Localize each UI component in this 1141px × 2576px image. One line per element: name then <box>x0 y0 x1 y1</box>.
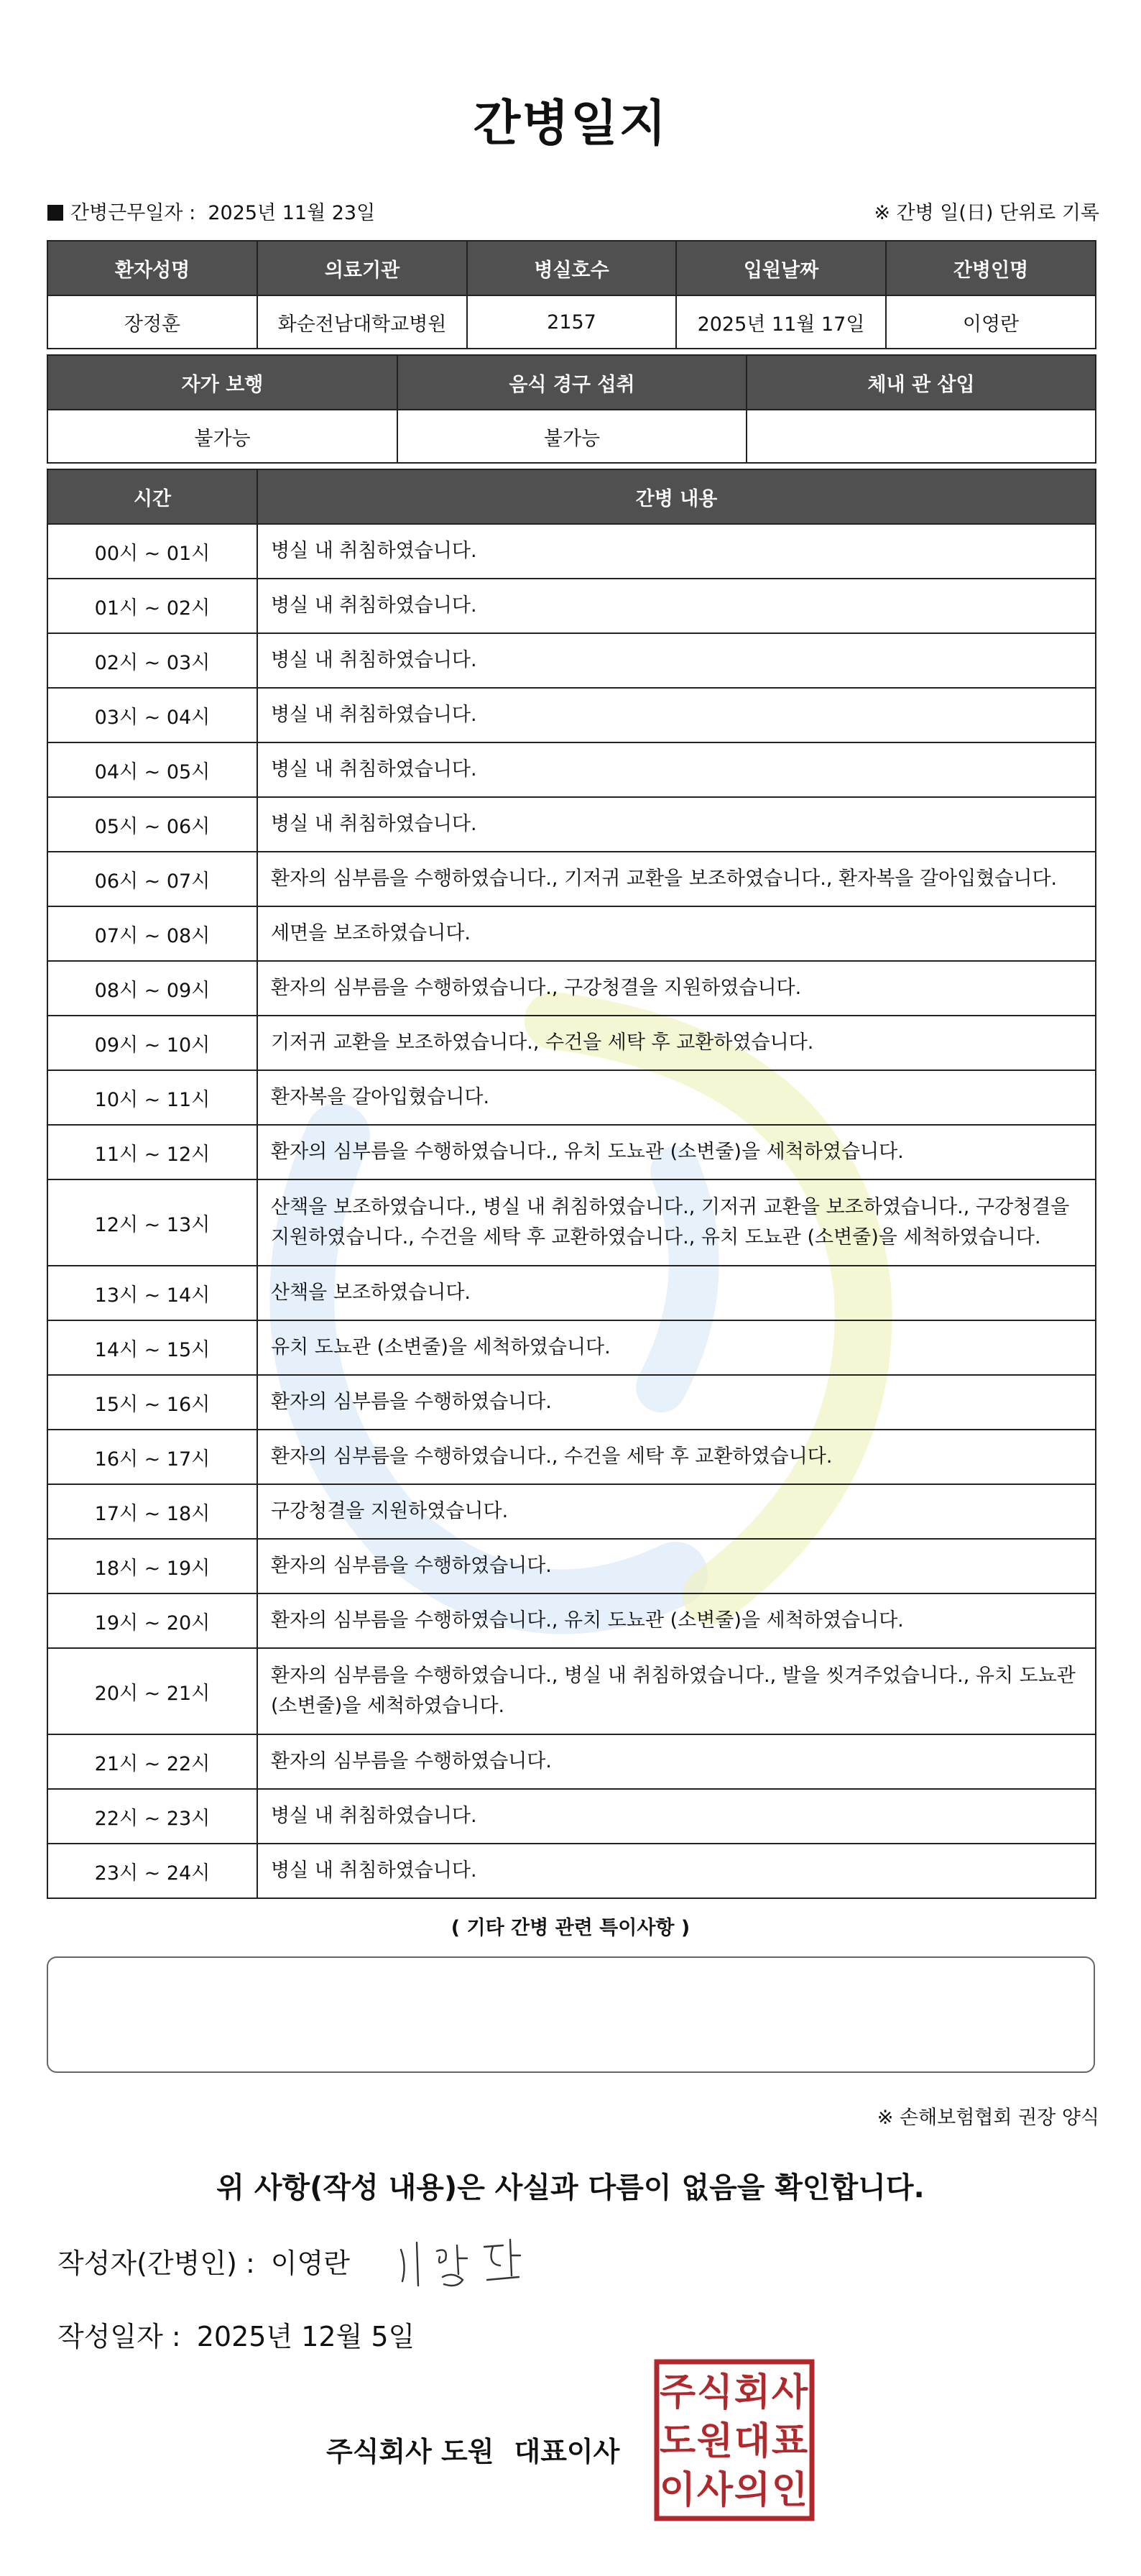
log-time: 14시 ~ 15시 <box>47 1320 257 1375</box>
patient-info-table <box>47 240 1096 349</box>
black-square-icon <box>47 205 63 221</box>
log-row <box>47 1125 1096 1179</box>
log-time: 00시 ~ 01시 <box>47 524 257 579</box>
log-content: 병실 내 취침하였습니다. <box>257 633 1096 688</box>
header-tube-insertion: 체내 관 삽입 <box>747 355 1096 410</box>
log-time: 01시 ~ 02시 <box>47 579 257 633</box>
log-content: 환자의 심부름을 수행하였습니다. <box>257 1734 1096 1789</box>
unit-note: ※ 간병 일(日) 단위로 기록 <box>874 202 1099 224</box>
log-row <box>47 579 1096 633</box>
log-content: 병실 내 취침하였습니다. <box>257 1789 1096 1844</box>
self-walking-value: 불가능 <box>47 410 397 463</box>
company-seal-stamp <box>654 2359 815 2521</box>
log-row <box>47 1484 1096 1539</box>
svg-text:도: 도 <box>659 2420 696 2463</box>
svg-text:인: 인 <box>771 2469 808 2512</box>
log-row <box>47 1844 1096 1898</box>
author-line <box>57 2241 350 2281</box>
log-row <box>47 1266 1096 1320</box>
log-time: 11시 ~ 12시 <box>47 1125 257 1179</box>
hospital-name: 화순전남대학교병원 <box>257 295 467 349</box>
log-content: 구강청결을 지원하였습니다. <box>257 1484 1096 1539</box>
log-time: 12시 ~ 13시 <box>47 1179 257 1266</box>
log-time: 04시 ~ 05시 <box>47 742 257 797</box>
log-content: 환자복을 갈아입혔습니다. <box>257 1070 1096 1125</box>
log-content: 환자의 심부름을 수행하였습니다., 기저귀 교환을 보조하였습니다., 환자복을 갈아입혔습니다. <box>257 852 1096 906</box>
log-row <box>47 1320 1096 1375</box>
patient-name: 장정훈 <box>47 295 257 349</box>
work-date-label: 간병근무일자 : <box>70 202 196 224</box>
log-content: 산책을 보조하였습니다., 병실 내 취침하였습니다., 기저귀 교환을 보조하였습니다., 구강청결을 지원하였습니다., 수건을 세탁 후 교환하였습니다., 유치 도뇨관 (소변줄)을 세척하였습니다. <box>257 1179 1096 1266</box>
log-row <box>47 961 1096 1016</box>
log-row <box>47 906 1096 961</box>
log-row <box>47 1430 1096 1484</box>
author-label: 작성자(간병인) : <box>57 2248 255 2279</box>
header-care-content: 간병 내용 <box>257 469 1096 524</box>
log-row <box>47 524 1096 579</box>
log-time: 05시 ~ 06시 <box>47 797 257 852</box>
log-row <box>47 633 1096 688</box>
company-name: 주식회사 도원 <box>326 2436 494 2467</box>
work-date <box>47 197 375 225</box>
log-time: 08시 ~ 09시 <box>47 961 257 1016</box>
header-oral-intake: 음식 경구 섭취 <box>397 355 747 410</box>
handwritten-signature <box>392 2230 536 2294</box>
log-content: 병실 내 취침하였습니다. <box>257 742 1096 797</box>
svg-text:표: 표 <box>771 2420 808 2463</box>
log-row <box>47 1734 1096 1789</box>
log-row <box>47 852 1096 906</box>
log-time: 20시 ~ 21시 <box>47 1648 257 1734</box>
log-time: 18시 ~ 19시 <box>47 1539 257 1593</box>
log-row <box>47 1375 1096 1430</box>
written-date-label: 작성일자 : <box>57 2321 181 2352</box>
work-date-value: 2025년 11월 23일 <box>208 202 376 224</box>
log-content: 환자의 심부름을 수행하였습니다., 수건을 세탁 후 교환하였습니다. <box>257 1430 1096 1484</box>
log-row <box>47 742 1096 797</box>
log-content: 병실 내 취침하였습니다. <box>257 688 1096 742</box>
log-time: 07시 ~ 08시 <box>47 906 257 961</box>
log-content: 산책을 보조하였습니다. <box>257 1266 1096 1320</box>
log-row <box>47 1179 1096 1266</box>
log-content: 병실 내 취침하였습니다. <box>257 524 1096 579</box>
header-self-walking: 자가 보행 <box>47 355 397 410</box>
log-row <box>47 797 1096 852</box>
log-content: 환자의 심부름을 수행하였습니다. <box>257 1375 1096 1430</box>
patient-status-table <box>47 354 1096 464</box>
header-caregiver-name: 간병인명 <box>886 241 1096 295</box>
log-row <box>47 1593 1096 1648</box>
log-time: 10시 ~ 11시 <box>47 1070 257 1125</box>
header-patient-name: 환자성명 <box>47 241 257 295</box>
log-content: 병실 내 취침하였습니다. <box>257 1844 1096 1898</box>
log-time: 03시 ~ 04시 <box>47 688 257 742</box>
written-date-line <box>57 2314 415 2354</box>
svg-text:식: 식 <box>696 2371 734 2414</box>
log-row <box>47 1648 1096 1734</box>
oral-intake-value: 불가능 <box>397 410 747 463</box>
log-time: 21시 ~ 22시 <box>47 1734 257 1789</box>
svg-text:회: 회 <box>734 2371 771 2414</box>
room-number: 2157 <box>467 295 676 349</box>
form-source-note: ※ 손해보험협회 권장 양식 <box>877 2107 1099 2129</box>
svg-text:사: 사 <box>696 2469 734 2512</box>
log-time: 22시 ~ 23시 <box>47 1789 257 1844</box>
svg-text:의: 의 <box>734 2469 771 2512</box>
notes-title: ( 기타 간병 관련 특이사항 ) <box>451 1917 690 1939</box>
log-row <box>47 688 1096 742</box>
log-content: 환자의 심부름을 수행하였습니다., 병실 내 취침하였습니다., 발을 씻겨주었습니다., 유치 도뇨관 (소변줄)을 세척하였습니다. <box>257 1648 1096 1734</box>
log-time: 23시 ~ 24시 <box>47 1844 257 1898</box>
log-time: 02시 ~ 03시 <box>47 633 257 688</box>
header-room-number: 병실호수 <box>467 241 676 295</box>
svg-text:이: 이 <box>659 2469 696 2512</box>
notes-box <box>47 1956 1095 2073</box>
log-time: 19시 ~ 20시 <box>47 1593 257 1648</box>
log-content: 병실 내 취침하였습니다. <box>257 579 1096 633</box>
log-time: 09시 ~ 10시 <box>47 1016 257 1070</box>
header-hospital: 의료기관 <box>257 241 467 295</box>
log-time: 13시 ~ 14시 <box>47 1266 257 1320</box>
page-title: 간병일지 <box>473 96 668 152</box>
log-content: 병실 내 취침하였습니다. <box>257 797 1096 852</box>
log-row <box>47 1016 1096 1070</box>
confirmation-statement: 위 사항(작성 내용)은 사실과 다름이 없음을 확인합니다. <box>216 2171 925 2204</box>
written-date-value: 2025년 12월 5일 <box>196 2321 415 2352</box>
svg-text:대: 대 <box>734 2420 771 2463</box>
log-time: 16시 ~ 17시 <box>47 1430 257 1484</box>
svg-text:원: 원 <box>696 2420 734 2463</box>
log-content: 환자의 심부름을 수행하였습니다., 유치 도뇨관 (소변줄)을 세척하였습니다. <box>257 1125 1096 1179</box>
svg-text:주: 주 <box>659 2371 696 2414</box>
log-row <box>47 1539 1096 1593</box>
log-time: 17시 ~ 18시 <box>47 1484 257 1539</box>
care-log-table <box>47 469 1096 1899</box>
log-content: 환자의 심부름을 수행하였습니다. <box>257 1539 1096 1593</box>
log-time: 15시 ~ 16시 <box>47 1375 257 1430</box>
log-content: 세면을 보조하였습니다. <box>257 906 1096 961</box>
log-row <box>47 1789 1096 1844</box>
log-content: 유치 도뇨관 (소변줄)을 세척하였습니다. <box>257 1320 1096 1375</box>
log-time: 06시 ~ 07시 <box>47 852 257 906</box>
company-signature-line <box>326 2429 619 2469</box>
log-content: 환자의 심부름을 수행하였습니다., 유치 도뇨관 (소변줄)을 세척하였습니다. <box>257 1593 1096 1648</box>
tube-insertion-value <box>747 410 1096 463</box>
company-ceo-title: 대표이사 <box>514 2436 620 2467</box>
log-row <box>47 1070 1096 1125</box>
admission-date: 2025년 11월 17일 <box>676 295 886 349</box>
caregiver-name: 이영란 <box>886 295 1096 349</box>
author-name: 이영란 <box>270 2248 350 2279</box>
header-time: 시간 <box>47 469 257 524</box>
svg-text:사: 사 <box>771 2371 808 2414</box>
log-content: 기저귀 교환을 보조하였습니다., 수건을 세탁 후 교환하였습니다. <box>257 1016 1096 1070</box>
header-admission-date: 입원날짜 <box>676 241 886 295</box>
log-content: 환자의 심부름을 수행하였습니다., 구강청결을 지원하였습니다. <box>257 961 1096 1016</box>
